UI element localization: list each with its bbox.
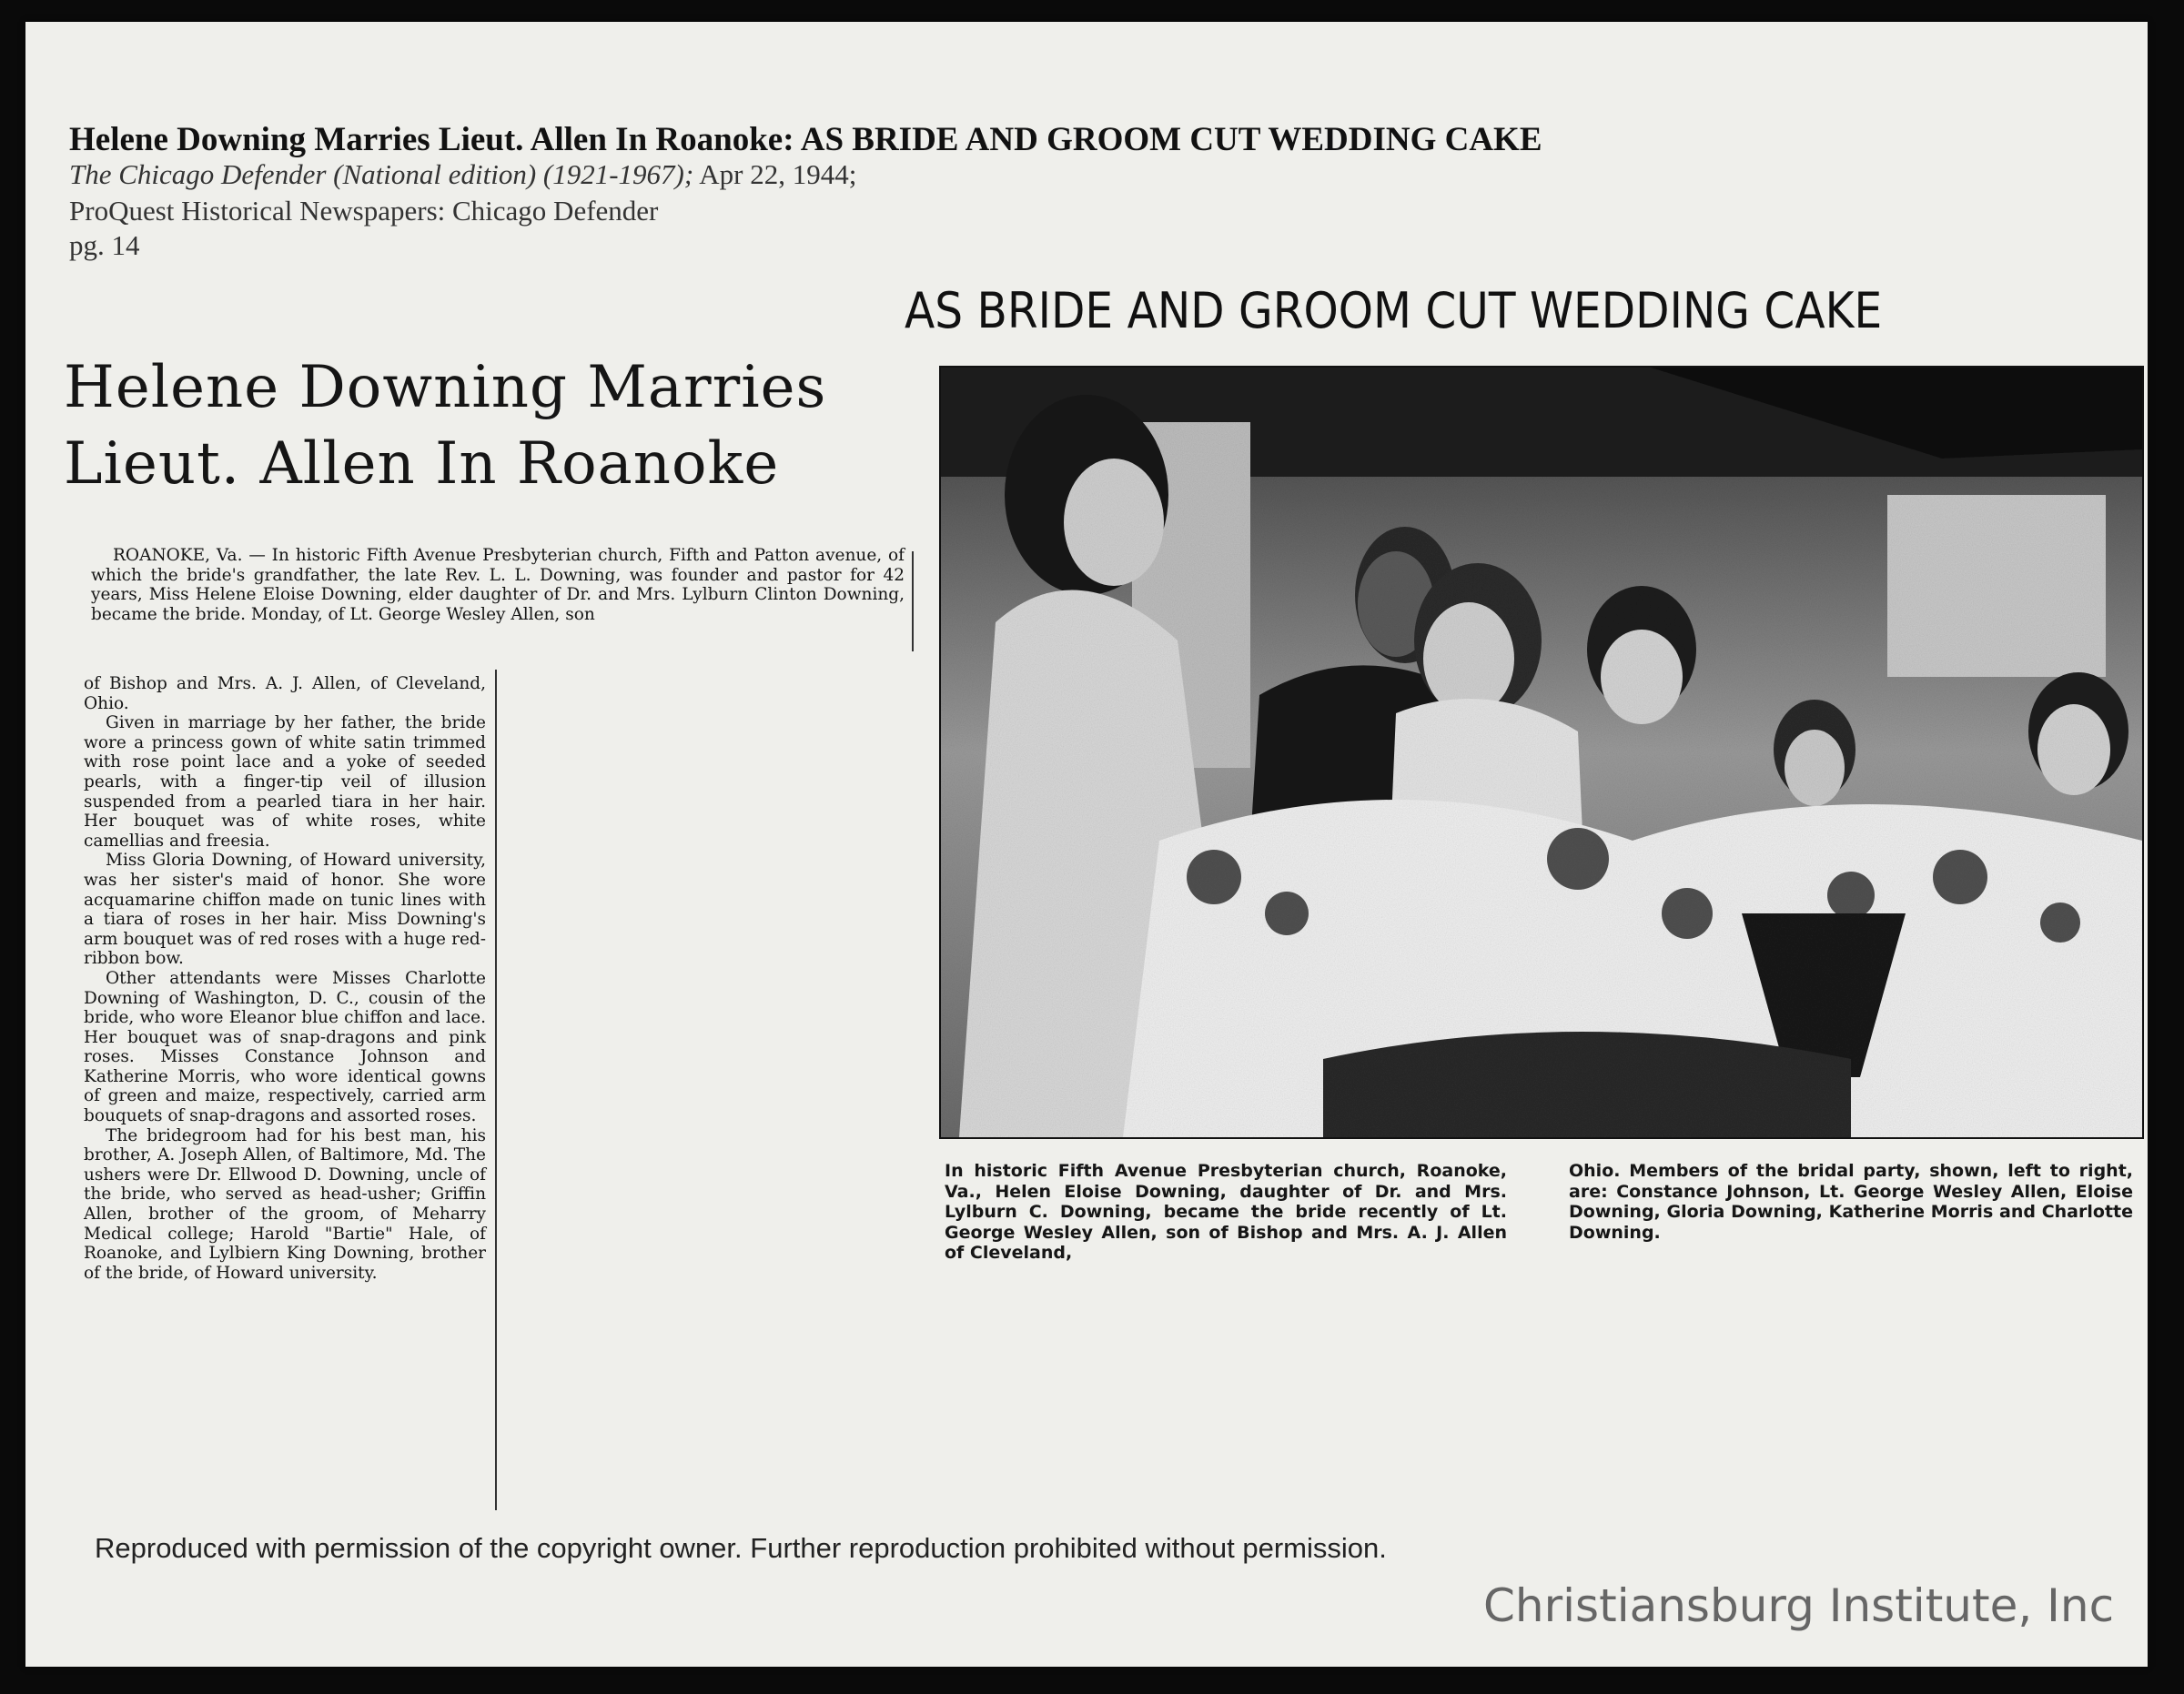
wedding-photo [939, 366, 2144, 1139]
column-rule [495, 670, 497, 1510]
article-body [84, 674, 486, 1283]
citation-source: The Chicago Defender (National edition) (1921-1967); [69, 158, 694, 190]
headline-line-2: Lieut. Allen In Roanoke [64, 430, 780, 498]
article-lede [91, 546, 905, 624]
headline-line-1: Helene Downing Marries [64, 354, 827, 421]
column-rule [912, 551, 914, 651]
body-paragraph: The bridegroom had for his best man, his brother, A. Joseph Allen, of Baltimore, Md. The ushers were Dr. Ellwood D. Downing, uncle of the bride, who served as head-usher; Griffin Allen, brother of the groom, of Meharry Medical college; Harold "Bartie" Hale, of Roanoke, and Lylbiern King Downing, brother of the bride, of Howard university. [84, 1125, 486, 1283]
photo-headline: AS BRIDE AND GROOM CUT WEDDING CAKE [905, 282, 1883, 339]
body-paragraph: Given in marriage by her father, the bride wore a princess gown of white satin trimmed with rose point lace and a yoke of seeded pearls, with a finger-tip veil of illusion suspended from a pearled tiara in her hair. Her bouquet was of white roses, white camellias and freesia. [84, 713, 486, 851]
citation-page: pg. 14 [69, 229, 140, 261]
photo-caption-left: In historic Fifth Avenue Presbyterian church, Roanoke, Va., Helen Eloise Downing, daughter of Dr. and Mrs. Lylburn C. Downing, became the bride recently of Lt. George Wesley Allen, son of Bishop and Mrs. A. J. Allen of Cleveland, [945, 1161, 1507, 1263]
body-paragraph: of Bishop and Mrs. A. J. Allen, of Cleveland, Ohio. [84, 674, 486, 713]
article-headline [64, 349, 919, 502]
lede-paragraph: ROANOKE, Va. — In historic Fifth Avenue Presbyterian church, Fifth and Patton avenue, of which the bride's grandfather, the late Rev. L. L. Downing, was founder and pastor for 42 years, Miss Helene Eloise Downing, elder daughter of Dr. and Mrs. Lylburn Clinton Downing, became the bride. Monday, of Lt. George Wesley Allen, son [91, 546, 905, 624]
watermark: Christiansburg Institute, Inc [1483, 1579, 2115, 1632]
photo-caption-right: Ohio. Members of the bridal party, shown, left to right, are: Constance Johnson, Lt. George Wesley Allen, Eloise Downing, Gloria Downing, Katherine Morris and Charlotte Downing. [1569, 1161, 2133, 1243]
citation-title: Helene Downing Marries Lieut. Allen In Roanoke: AS BRIDE AND GROOM CUT WEDDING CAKE [69, 121, 1542, 158]
copyright-notice: Reproduced with permission of the copyright owner. Further reproduction prohibited without permission. [95, 1532, 1387, 1564]
citation-database: ProQuest Historical Newspapers: Chicago Defender [69, 195, 659, 227]
document-page [25, 22, 2148, 1667]
body-paragraph: Miss Gloria Downing, of Howard university, was her sister's maid of honor. She wore acquamarine chiffon made on tunic lines with a tiara of roses in her hair. Miss Downing's arm bouquet was of red roses with a huge red-ribbon bow. [84, 851, 486, 969]
citation-source-line [69, 158, 856, 191]
wedding-photo-image [941, 368, 2142, 1137]
body-paragraph: Other attendants were Misses Charlotte Downing of Washington, D. C., cousin of the bride, who wore Eleanor blue chiffon and lace. Her bouquet was of snap-dragons and pink roses. Misses Constance Johnson and Katherine Morris, who wore identical gowns of green and maize, respectively, carried arm bouquets of snap-dragons and assorted roses. [84, 968, 486, 1126]
citation-date: Apr 22, 1944; [693, 158, 857, 190]
